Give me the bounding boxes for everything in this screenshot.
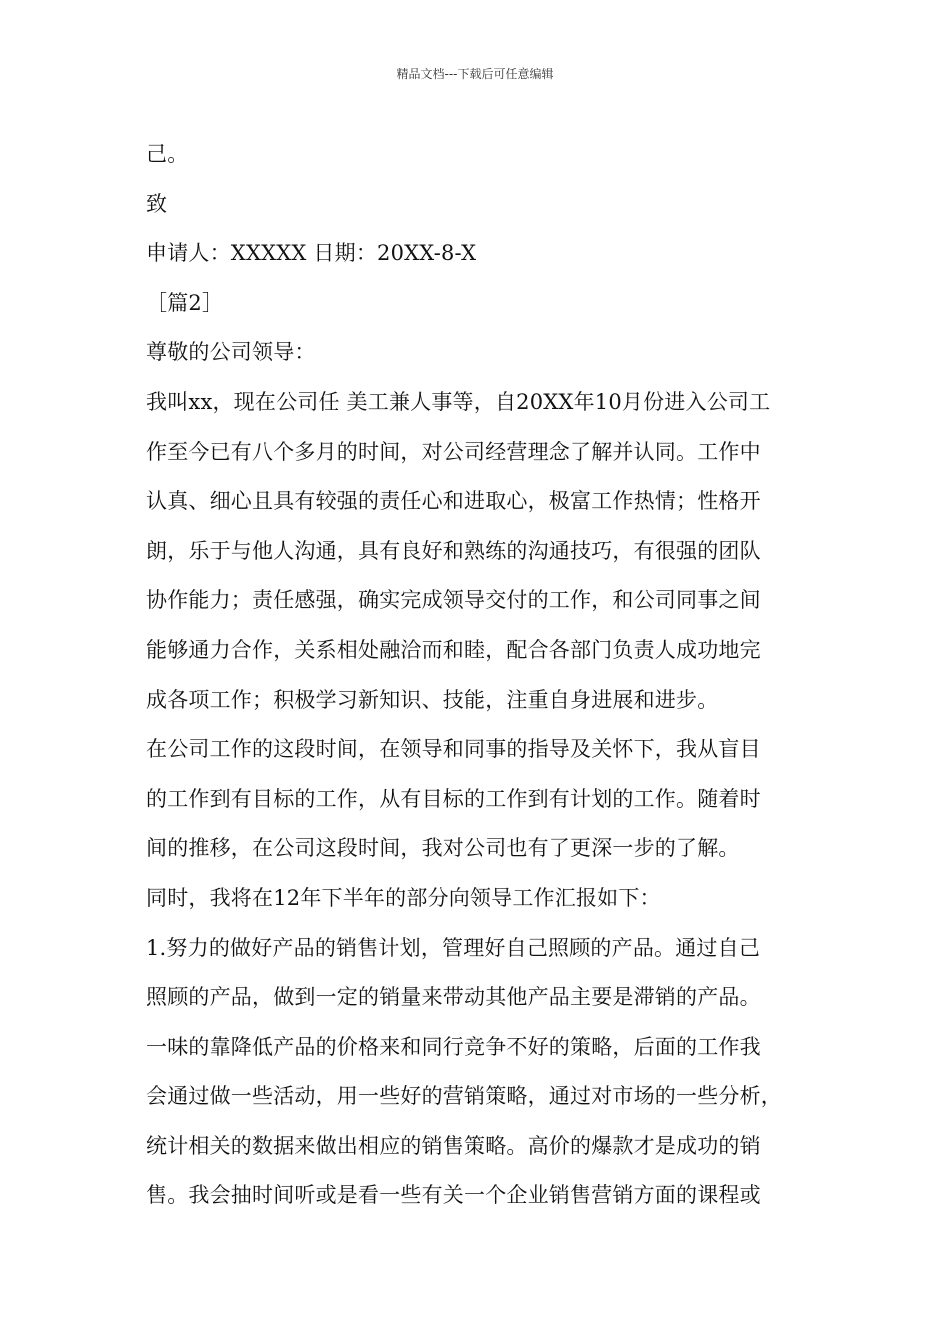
text-line: 己。 bbox=[146, 142, 189, 166]
section-label: ［篇2］ bbox=[146, 290, 224, 315]
text-line: 照顾的产品，做到一定的销量来带动其他产品主要是滞销的产品。 bbox=[146, 985, 761, 1010]
text-line: 1.努力的做好产品的销售计划，管理好自己照顾的产品。通过自己 bbox=[146, 935, 761, 960]
text-line: 同时，我将在12年下半年的部分向领导工作汇报如下： bbox=[146, 885, 661, 910]
text-line: 的工作到有目标的工作，从有目标的工作到有计划的工作。随着时 bbox=[146, 786, 761, 811]
text-line: 一味的靠降低产品的价格来和同行竞争不好的策略，后面的工作我 bbox=[146, 1034, 761, 1059]
text-line: 致 bbox=[146, 191, 168, 216]
text-line: 作至今已有八个多月的时间，对公司经营理念了解并认同。工作中 bbox=[146, 439, 761, 464]
text-line: 协作能力；责任感强，确实完成领导交付的工作，和公司同事之间 bbox=[146, 588, 761, 613]
text-line: 朗，乐于与他人沟通，具有良好和熟练的沟通技巧，有很强的团队 bbox=[146, 538, 761, 563]
salutation: 尊敬的公司领导： bbox=[146, 340, 316, 365]
document-body bbox=[146, 130, 826, 1221]
applicant-date-line: 申请人：XXXXX 日期：20XX-8-X bbox=[146, 241, 477, 266]
text-line: 售。我会抽时间听或是看一些有关一个企业销售营销方面的课程或 bbox=[146, 1183, 761, 1208]
text-line: 能够通力合作，关系相处融洽而和睦，配合各部门负责人成功地完 bbox=[146, 637, 761, 662]
text-line: 统计相关的数据来做出相应的销售策略。高价的爆款才是成功的销 bbox=[146, 1133, 761, 1158]
text-line: 成各项工作；积极学习新知识、技能，注重自身进展和进步。 bbox=[146, 687, 719, 712]
text-line: 在公司工作的这段时间，在领导和同事的指导及关怀下，我从盲目 bbox=[146, 737, 761, 762]
text-line: 认真、细心且具有较强的责任心和进取心，极富工作热情；性格开 bbox=[146, 489, 761, 514]
page-header: 精品文档---下载后可任意编辑 bbox=[396, 67, 554, 81]
text-line: 间的推移，在公司这段时间，我对公司也有了更深一步的了解。 bbox=[146, 836, 740, 861]
text-line: 会通过做一些活动，用一些好的营销策略，通过对市场的一些分析， bbox=[146, 1084, 782, 1109]
text-line: 我叫xx，现在公司任 美工兼人事等，自20XX年10月份进入公司工 bbox=[146, 389, 771, 414]
